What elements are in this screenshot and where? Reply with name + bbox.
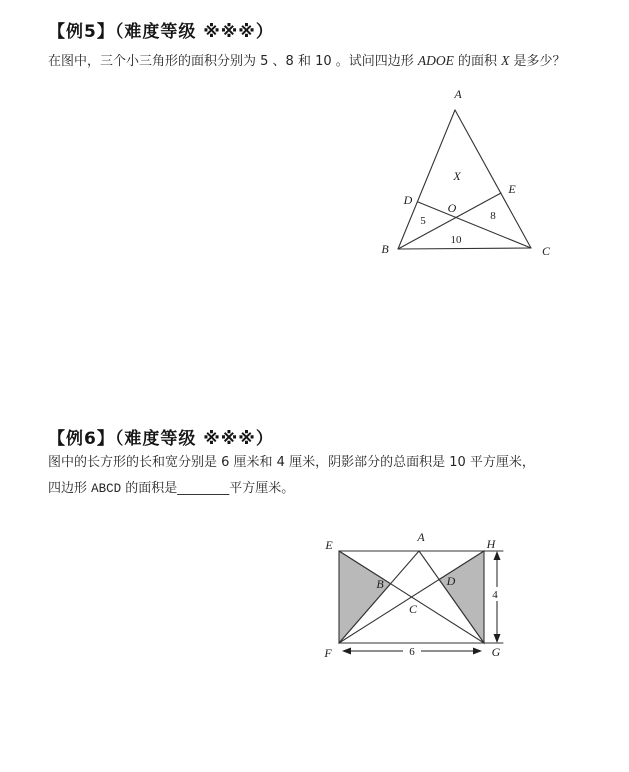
ex6-text-segment: 平方厘米。 <box>229 481 295 496</box>
arrowhead-right-icon <box>473 648 482 655</box>
ex6-quadrilateral-name: ABCD <box>91 482 122 496</box>
ex5-text-segment: 是多少？ <box>509 54 566 69</box>
example6-problem-text <box>48 450 535 502</box>
corner-label-H: H <box>486 537 496 551</box>
ex6-text-segment: 四边形 <box>48 481 92 496</box>
ex5-text-segment: 的面积 <box>453 54 502 69</box>
side-AB <box>398 110 455 249</box>
area-label-8: 8 <box>490 210 496 222</box>
triangle-diagram <box>360 85 560 267</box>
area-label-X: X <box>453 169 461 183</box>
point-label-D: D <box>403 193 413 207</box>
point-label-O: O <box>447 201 457 215</box>
rectangle-diagram <box>315 530 515 665</box>
vertex-label-B: B <box>381 242 389 256</box>
point-label-C: C <box>408 602 418 616</box>
ex5-quadrilateral-name: ADOE <box>417 53 454 68</box>
corner-label-G: G <box>491 645 501 659</box>
area-label-10: 10 <box>450 234 462 246</box>
width-dimension-label: 6 <box>409 646 415 658</box>
vertex-label-C: C <box>541 244 551 258</box>
arrowhead-left-icon <box>342 648 351 655</box>
vertex-label-A: A <box>454 87 462 101</box>
arrowhead-up-icon <box>494 551 501 560</box>
side-BC <box>398 248 531 249</box>
point-label-B: B <box>376 577 384 591</box>
arrowhead-down-icon <box>494 634 501 643</box>
example5-problem-text <box>48 48 566 75</box>
area-label-5: 5 <box>420 215 426 227</box>
example6-heading: 【例6】（难度等级 ※※※） <box>48 429 274 449</box>
shaded-triangle-EBF <box>339 551 391 643</box>
height-dimension-label: 4 <box>492 589 498 601</box>
point-label-E: E <box>508 182 516 196</box>
corner-label-F: F <box>324 646 332 660</box>
corner-label-E: E <box>325 538 333 552</box>
side-AC <box>455 110 531 248</box>
answer-blank: ________ <box>177 481 230 496</box>
example5-figure <box>360 85 560 271</box>
example6-figure <box>315 530 515 669</box>
ex5-text-segment: 在图中，三个小三角形的面积分别为 5 、8 和 10 。试问四边形 <box>48 54 418 69</box>
cevian-DC <box>418 202 531 248</box>
ex6-line1: 图中的长方形的长和宽分别是 6 厘米和 4 厘米，阴影部分的总面积是 10 平方厘米， <box>48 455 535 470</box>
point-label-A: A <box>417 530 425 544</box>
ex5-unknown-x: X <box>501 53 510 68</box>
ex6-text-segment: 的面积是 <box>121 481 178 496</box>
point-label-D: D <box>446 574 456 588</box>
example5-heading: 【例5】（难度等级 ※※※） <box>48 22 274 42</box>
